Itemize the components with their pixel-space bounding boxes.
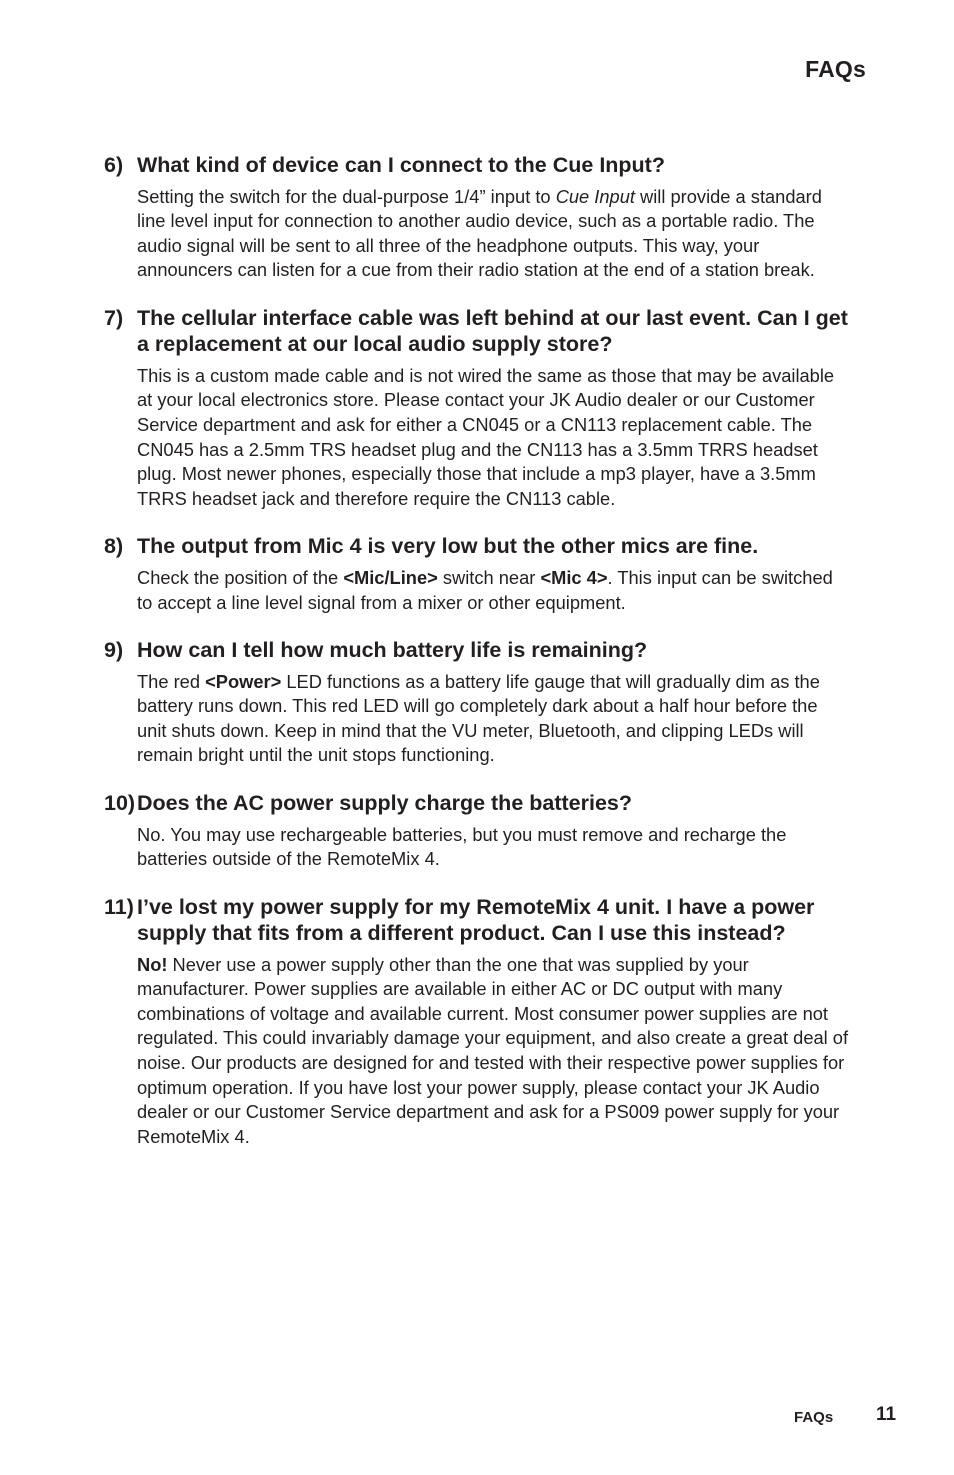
faq-number: 9) <box>104 638 124 663</box>
faq-item-11 <box>104 894 864 1150</box>
answer-text: LED functions as a battery life gauge that will gradually dim as the battery runs down. This red LED will go completely dark about a half hour before the unit shuts down. Keep in mind that the VU meter, Bluetooth, and clipping LEDs will remain bright until the unit stops functioning. <box>137 670 820 766</box>
faq-number: 10) <box>104 791 136 815</box>
faq-answer <box>137 953 849 1150</box>
faq-item-8 <box>104 533 864 615</box>
faq-answer: This is a custom made cable and is not wired the same as those that may be available at your local electronics store. Please contact your JK Audio dealer or our Customer Service department and ask for either a CN045 or a CN113 replacement cable. The CN045 has a 2.5mm TRS headset plug and the CN113 has a 3.5mm TRRS headset plug. Most newer phones, especially those that include a mp3 player, have a 3.5mm TRRS headset jack and therefore require the CN113 cable. <box>137 364 835 509</box>
faq-answer: No. You may use rechargeable batteries, but you must remove and recharge the batteries outside of the RemoteMix 4. <box>137 823 787 870</box>
faq-question-text: The cellular interface cable was left behind at our last event. Can I get a replacement at our local audio supply store? <box>137 305 848 357</box>
answer-emphasis: Cue Input <box>555 185 635 207</box>
answer-text: The red <box>137 670 206 692</box>
faq-question-text: What kind of device can I connect to the Cue Input? <box>137 153 665 177</box>
faq-question <box>104 790 864 817</box>
answer-text: will provide a standard line level input for connection to another audio device, such as a portable radio. The audio signal will be sent to all three of the headphone outputs. This way, your announcers can listen for a cue from their radio station at the end of a station break. <box>137 185 822 281</box>
faq-question <box>104 894 864 947</box>
answer-bold: <Power> <box>205 670 282 692</box>
faq-question <box>104 637 864 664</box>
faq-question-text: How can I tell how much battery life is remaining? <box>137 638 648 663</box>
faq-list <box>104 152 864 1171</box>
faq-answer <box>137 185 849 283</box>
answer-bold: <Mic/Line> <box>343 566 438 588</box>
page-number: 11 <box>876 1404 897 1425</box>
faq-item-6 <box>104 152 864 283</box>
answer-text: switch near <box>437 566 541 588</box>
answer-text: . This input can be switched to accept a line level signal from a mixer or other equipment. <box>137 566 833 613</box>
faq-answer <box>137 566 849 615</box>
answer-bold: No! <box>137 953 168 975</box>
faq-item-7 <box>104 305 864 512</box>
answer-text: Never use a power supply other than the one that was supplied by your manufacturer. Power supplies are available in either AC or DC output with many combinations of voltage and available current. Most consumer power supplies are not regulated. This could invariably damage your equipment, and also create a great deal of noise. Our products are designed for and tested with their respective power supplies for optimum operation. If you have lost your power supply, please contact your JK Audio dealer or our Customer Service department and ask for a PS009 power supply for your RemoteMix 4. <box>137 953 849 1147</box>
faq-item-9 <box>104 637 864 768</box>
answer-bold: <Mic 4> <box>540 566 608 588</box>
faq-number: 8) <box>104 534 124 559</box>
faq-item-10 <box>104 790 864 872</box>
faq-question-text: Does the AC power supply charge the batteries? <box>137 791 633 815</box>
faq-question <box>104 305 864 358</box>
page-header-title: FAQs <box>805 56 866 82</box>
faq-number: 7) <box>104 305 124 330</box>
footer-section-label: FAQs <box>794 1409 834 1426</box>
answer-text: Setting the switch for the dual-purpose 1/4” input to <box>137 185 556 207</box>
faq-answer <box>137 670 849 768</box>
faq-question <box>104 533 864 560</box>
faq-question <box>104 152 864 179</box>
faq-question-text: The output from Mic 4 is very low but the other mics are fine. <box>137 534 759 559</box>
faq-question-text: I’ve lost my power supply for my RemoteMix 4 unit. I have a power supply that fits from a different product. Can I use this instead? <box>137 894 815 946</box>
faq-number: 6) <box>104 153 124 177</box>
answer-text: Check the position of the <box>137 566 344 588</box>
faq-number: 11) <box>104 894 134 919</box>
